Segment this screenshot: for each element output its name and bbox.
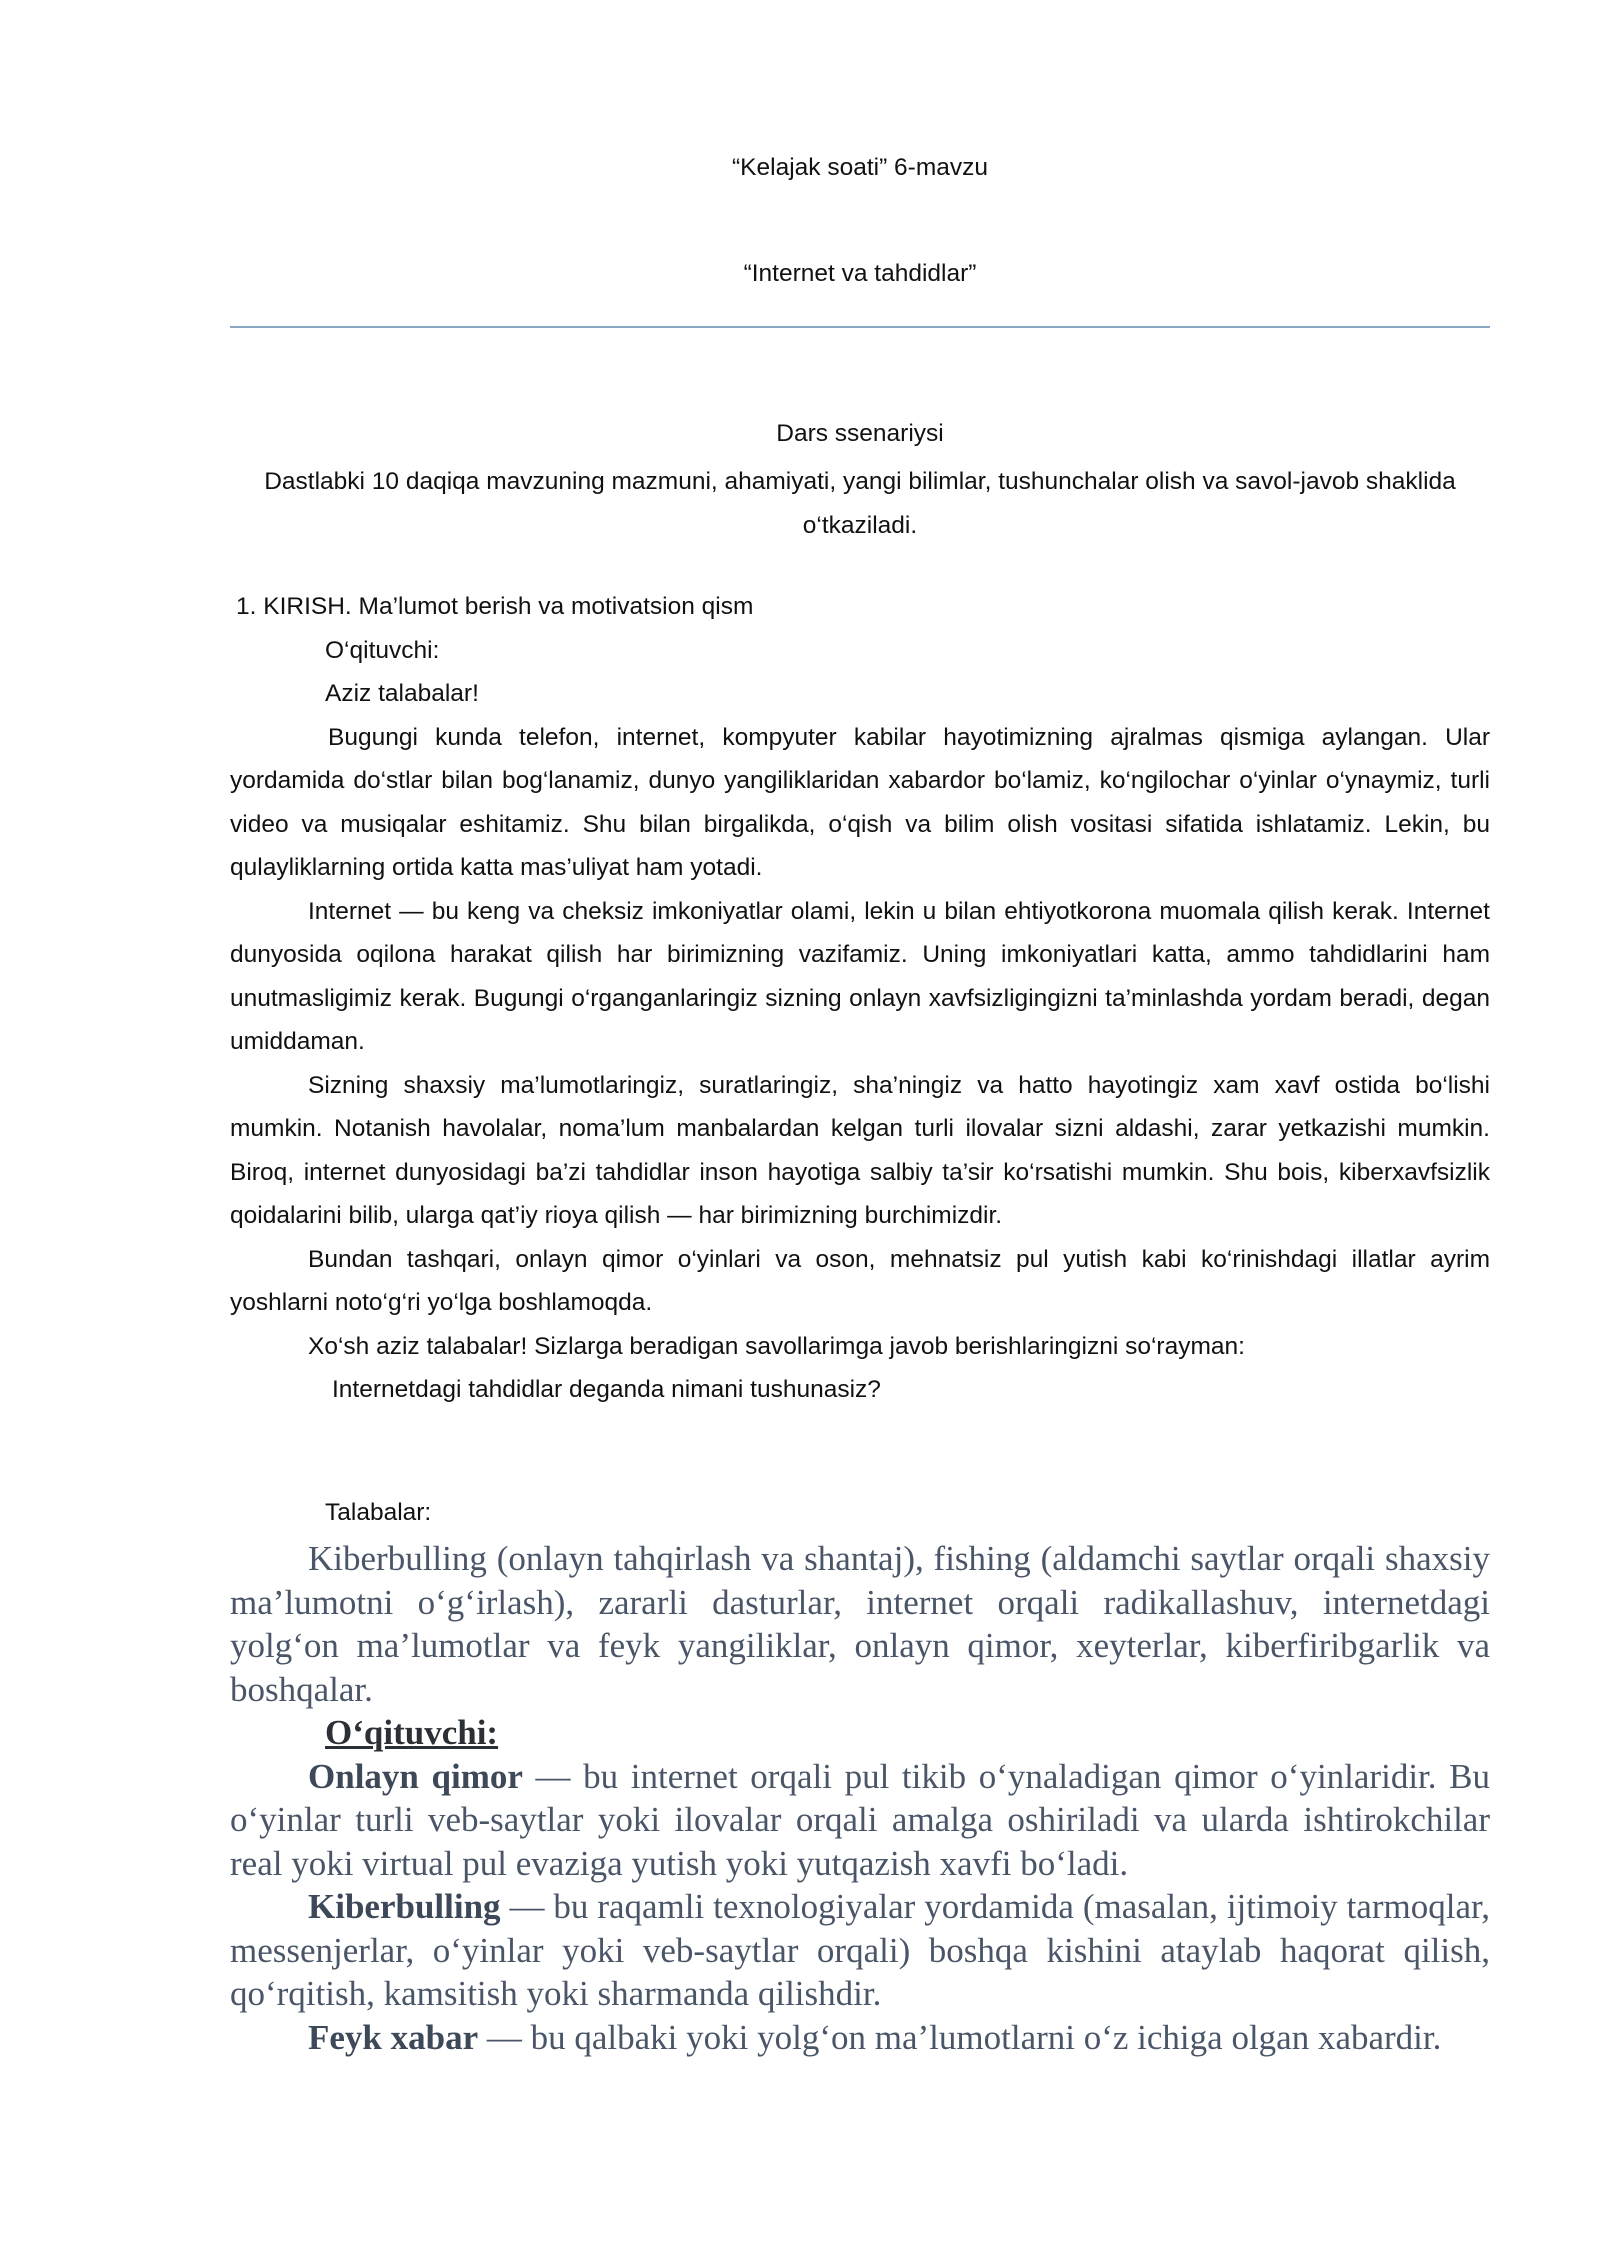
paragraph-2: Internet — bu keng va cheksiz imkoniyatlar olami, lekin u bilan ehtiyotkorona muomala qilish kerak. Internet dunyosida oqilona harakat qilish har birimizning vazifamiz. Uning imkoniyatlari katta, ammo tahdidlarini ham unutmasligimiz kerak. Bugungi o‘rganganlaringiz sizning onlayn xavfsizligingizni ta’minlashda yordam beradi, degan umiddaman. (230, 897, 1490, 1055)
greeting: Aziz talabalar! (325, 680, 479, 707)
definition-fake-news-text: — bu qalbaki yoki yolg‘on ma’lumotlarni o‘z ichiga olgan xabardir. (478, 2017, 1442, 2057)
document-title: “Kelajak soati” 6-mavzu (732, 154, 988, 181)
topic-title: “Internet va tahdidlar” (743, 260, 977, 287)
paragraph-1: Bugungi kunda telefon, internet, kompyuter kabilar hayotimizning ajralmas qismiga aylangan. Ular yordamida do‘stlar bilan bog‘lanamiz, dunyo yangiliklaridan xabardor bo‘lamiz, ko‘ngilochar o‘yinlar o‘ynaymiz, turli video va musiqalar eshitamiz. Shu bilan birgalikda, o‘qish va bilim olish vositasi sifatida ishlatamiz. Lekin, bu qulayliklarning ortida katta mas’uliyat ham yotadi. (230, 723, 1490, 881)
scenario-heading: Dars ssenariysi (776, 420, 944, 447)
section-introduction (230, 585, 1490, 1412)
header-divider (230, 326, 1490, 328)
students-answer-block (230, 1537, 1490, 2059)
speaker-teacher-2-label: O‘qituvchi: (325, 1713, 499, 1752)
definition-online-gambling-text: — bu internet orqali pul tikib o‘ynaladigan qimor o‘yinlaridir. Bu o‘yinlar turli veb-saytlar yoki ilovalar orqali amalga oshiriladi va ularda ishtirokchilar real yoki virtual pul evaziga yutish yoki yutqazish xavfi bo‘ladi. (230, 1756, 1490, 1883)
term-cyberbullying: Kiberbulling (308, 1887, 501, 1926)
paragraph-3: Sizning shaxsiy ma’lumotlaringiz, suratlaringiz, sha’ningiz va hatto hayotingiz xam xavf ostida bo‘lishi mumkin. Notanish havolalar, noma’lum manbalardan kelgan turli ilovalar sizni aldashi, zarar yetkazishi mumkin. Biroq, internet dunyosidagi ba’zi tahdidlar inson hayotiga salbiy ta’sir ko‘rsatishi mumkin. Shu bois, kiberxavfsizlik qoidalarini bilib, ularga qat’iy rioya qilish — har birimizning burchimizdir. (230, 1071, 1490, 1229)
term-online-gambling: Onlayn qimor (308, 1756, 523, 1796)
speaker-teacher: O‘qituvchi: (325, 636, 440, 664)
definition-online-gambling (230, 1755, 1490, 1886)
speaker-students: Talabalar: (325, 1499, 432, 1526)
definition-fake-news (230, 2016, 1490, 2060)
definition-cyberbullying (230, 1885, 1490, 2016)
term-fake-news: Feyk xabar (308, 2017, 479, 2057)
students-answer: Kiberbulling (onlayn tahqirlash va shantaj), fishing (aldamchi saytlar orqali shaxsiy ma’lumotni o‘g‘irlash), zararli dasturlar, internet orqali radikallashuv, internetdagi yolg‘on ma’lumotlar va feyk yangiliklar, onlayn qimor, xeyterlar, kiberfiribgarlik va boshqalar. (230, 1539, 1490, 1709)
section-title: 1. KIRISH. Ma’lumot berish va motivatsion qism (236, 593, 754, 620)
speaker-teacher-2 (230, 1711, 1490, 1755)
question: Internetdagi tahdidlar deganda nimani tushunasiz? (332, 1376, 881, 1403)
paragraph-4: Bundan tashqari, onlayn qimor o‘yinlari va oson, mehnatsiz pul yutish kabi ko‘rinishdagi illatlar ayrim yoshlarni noto‘g‘ri yo‘lga boshlamoqda. (230, 1245, 1490, 1316)
scenario-intro: Dastlabki 10 daqiqa mavzuning mazmuni, ahamiyati, yangi bilimlar, tushunchalar olish va savol-javob shaklida o‘tkaziladi. (264, 468, 1456, 539)
definition-cyberbullying-text: — bu raqamli texnologiyalar yordamida (masalan, ijtimoiy tarmoqlar, messenjerlar, o‘yinlar yoki veb-saytlar orqali) boshqa kishini ataylab haqorat qilish, qo‘rqitish, kamsitish yoki sharmanda qilishdir. (230, 1887, 1490, 2013)
paragraph-5: Xo‘sh aziz talabalar! Sizlarga beradigan savollarimga javob berishlaringizni so‘rayman: (308, 1332, 1245, 1360)
